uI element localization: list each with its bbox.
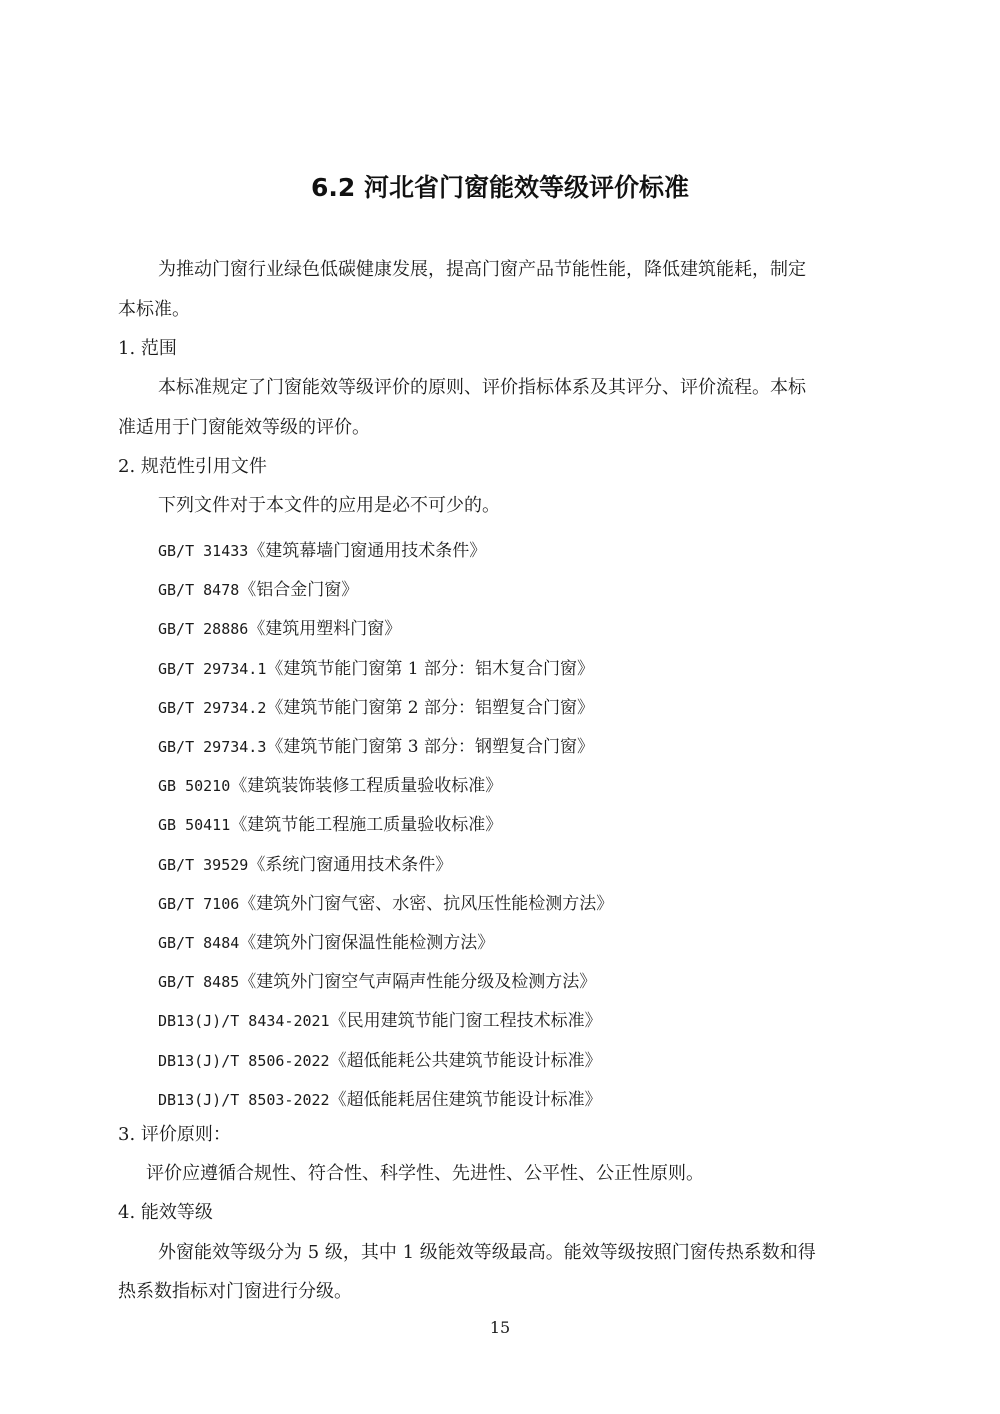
reference-name: 《超低能耗公共建筑节能设计标准》 bbox=[329, 1051, 602, 1071]
reference-code: GB/T 8484 bbox=[158, 934, 240, 952]
section-4-line-2: 热系数指标对门窗进行分级。 bbox=[118, 1281, 352, 1302]
reference-item bbox=[158, 732, 594, 757]
reference-item bbox=[158, 850, 452, 875]
reference-item bbox=[158, 1006, 602, 1031]
reference-item bbox=[158, 654, 594, 679]
reference-name: 《建筑用塑料门窗》 bbox=[248, 619, 402, 639]
section-2-intro: 下列文件对于本文件的应用是必不可少的。 bbox=[158, 495, 500, 516]
page-number: 15 bbox=[489, 1318, 511, 1337]
reference-code: GB/T 39529 bbox=[158, 856, 249, 874]
section-4-heading: 4. 能效等级 bbox=[118, 1202, 213, 1223]
reference-code: DB13(J)/T 8503-2022 bbox=[158, 1091, 330, 1109]
reference-code: GB/T 29734.2 bbox=[158, 699, 267, 717]
section-1-heading: 1. 范围 bbox=[118, 338, 177, 359]
reference-item bbox=[158, 928, 494, 953]
reference-item bbox=[158, 614, 401, 639]
reference-item bbox=[158, 967, 596, 992]
reference-name: 《超低能耗居住建筑节能设计标准》 bbox=[329, 1090, 602, 1110]
reference-name: 《建筑节能工程施工质量验收标准》 bbox=[230, 815, 503, 835]
reference-code: GB/T 29734.3 bbox=[158, 738, 267, 756]
reference-item bbox=[158, 693, 594, 718]
reference-item bbox=[158, 771, 502, 796]
section-1-line-2: 准适用于门窗能效等级的评价。 bbox=[118, 417, 370, 438]
reference-name: 《建筑外门窗保温性能检测方法》 bbox=[239, 933, 495, 953]
reference-item bbox=[158, 1085, 602, 1110]
page-title: 6.2 河北省门窗能效等级评价标准 bbox=[311, 173, 689, 202]
section-2-heading: 2. 规范性引用文件 bbox=[118, 456, 267, 477]
reference-name: 《系统门窗通用技术条件》 bbox=[248, 855, 453, 875]
section-3-body: 评价应遵循合规性、符合性、科学性、先进性、公平性、公正性原则。 bbox=[146, 1163, 704, 1184]
reference-item bbox=[158, 1046, 602, 1071]
intro-line-2: 本标准。 bbox=[118, 299, 190, 320]
section-4-line-1: 外窗能效等级分为 5 级，其中 1 级能效等级最高。能效等级按照门窗传热系数和得 bbox=[158, 1242, 816, 1263]
reference-name: 《建筑外门窗气密、水密、抗风压性能检测方法》 bbox=[239, 894, 614, 914]
reference-code: GB/T 28886 bbox=[158, 620, 249, 638]
reference-code: DB13(J)/T 8434-2021 bbox=[158, 1012, 330, 1030]
reference-name: 《建筑节能门窗第 3 部分：钢塑复合门窗》 bbox=[266, 737, 594, 757]
reference-item bbox=[158, 575, 358, 600]
reference-code: GB/T 8478 bbox=[158, 581, 240, 599]
reference-item bbox=[158, 889, 613, 914]
reference-code: GB/T 31433 bbox=[158, 542, 249, 560]
reference-code: GB 50411 bbox=[158, 816, 231, 834]
reference-name: 《建筑幕墙门窗通用技术条件》 bbox=[248, 541, 487, 561]
reference-name: 《建筑节能门窗第 2 部分：铝塑复合门窗》 bbox=[266, 698, 594, 718]
reference-item bbox=[158, 810, 502, 835]
reference-name: 《民用建筑节能门窗工程技术标准》 bbox=[329, 1011, 602, 1031]
reference-code: GB/T 8485 bbox=[158, 973, 240, 991]
intro-line-1: 为推动门窗行业绿色低碳健康发展，提高门窗产品节能性能，降低建筑能耗，制定 bbox=[158, 259, 806, 280]
section-3-heading: 3. 评价原则： bbox=[118, 1124, 231, 1145]
reference-code: GB 50210 bbox=[158, 777, 231, 795]
reference-name: 《建筑装饰装修工程质量验收标准》 bbox=[230, 776, 503, 796]
reference-code: DB13(J)/T 8506-2022 bbox=[158, 1052, 330, 1070]
reference-item bbox=[158, 536, 486, 561]
reference-code: GB/T 7106 bbox=[158, 895, 240, 913]
reference-name: 《建筑外门窗空气声隔声性能分级及检测方法》 bbox=[239, 972, 597, 992]
reference-name: 《建筑节能门窗第 1 部分：铝木复合门窗》 bbox=[266, 659, 594, 679]
reference-name: 《铝合金门窗》 bbox=[239, 580, 359, 600]
reference-code: GB/T 29734.1 bbox=[158, 660, 267, 678]
section-1-line-1: 本标准规定了门窗能效等级评价的原则、评价指标体系及其评分、评价流程。本标 bbox=[158, 377, 806, 398]
